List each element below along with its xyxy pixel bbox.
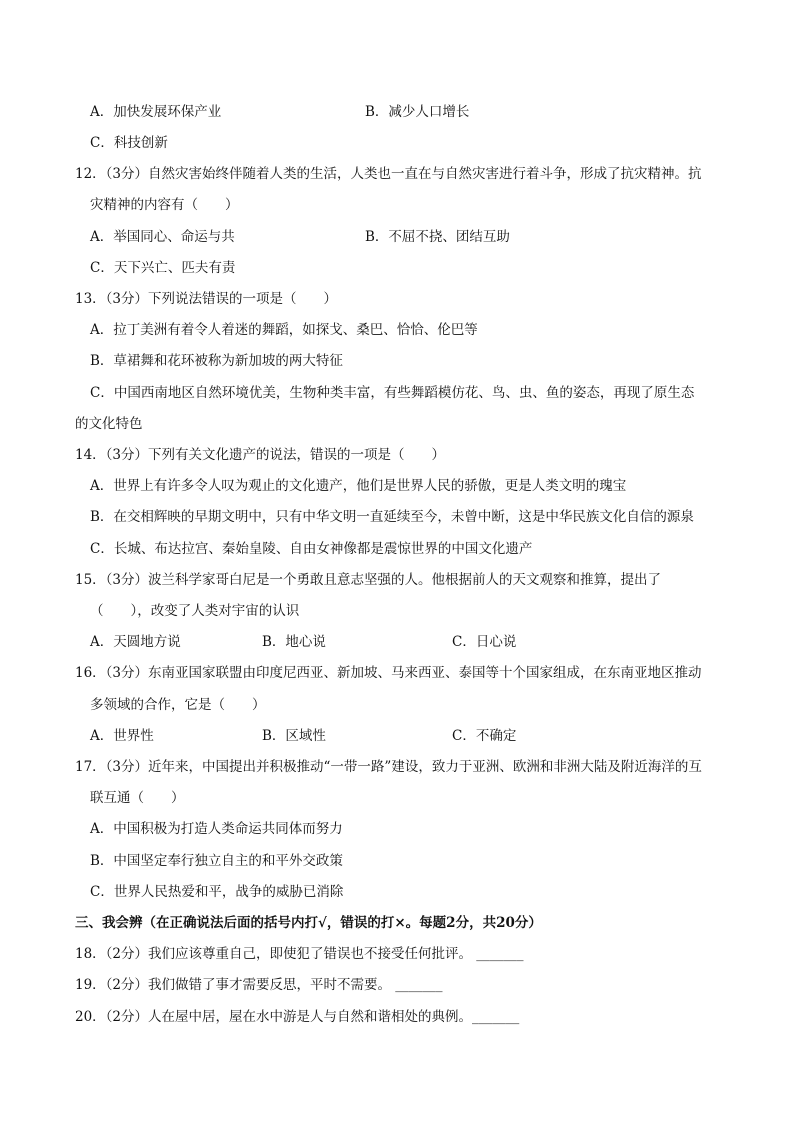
q17-option-b: B．中国坚定奉行独立自主的和平外交政策 (90, 853, 343, 869)
q15-stem-line2: （ ），改变了人类对宇宙的认识 (90, 603, 300, 619)
q16-stem-line2: 多领域的合作，它是（ ） (90, 697, 266, 713)
q12-option-b: B．不屈不挠、团结互助 (365, 229, 510, 245)
q12-stem-line1: 12．（3分）自然灾害始终伴随着人类的生活，人类也一直在与自然灾害进行着斗争，形成了抗灾精神。抗 (75, 166, 702, 182)
q16-option-c: C．不确定 (452, 728, 517, 744)
q11-option-a: A．加快发展环保产业 (90, 104, 222, 120)
q12-stem-line2: 灾精神的内容有（ ） (90, 197, 239, 213)
q15-stem-line1: 15．（3分）波兰科学家哥白尼是一个勇敢且意志坚强的人。他根据前人的天文观察和推算，提出了 (75, 572, 662, 588)
q17-stem-line2: 联互通（ ） (90, 790, 185, 806)
q16-option-b: B．区域性 (262, 728, 326, 744)
q15-option-c: C．日心说 (452, 634, 517, 650)
q13-option-a: A．拉丁美洲有着令人着迷的舞蹈，如探戈、桑巴、恰恰、伦巴等 (90, 322, 478, 338)
q13-option-b: B．草裙舞和花环被称为新加坡的两大特征 (90, 353, 343, 369)
q13-option-c-line2: 的文化特色 (75, 416, 143, 432)
section-3-heading: 三、我会辨（在正确说法后面的括号内打√，错误的打×。每题2分，共20分） (75, 915, 542, 931)
q14-option-a: A．世界上有许多令人叹为观止的文化遗产，他们是世界人民的骄傲，更是人类文明的瑰宝 (90, 478, 627, 494)
q11-option-b: B．减少人口增长 (365, 104, 470, 120)
q16-stem-line1: 16．（3分）东南亚国家联盟由印度尼西亚、新加坡、马来西亚、泰国等十个国家组成，在东南亚地区推动 (75, 665, 702, 681)
q18-statement: 18．（2分）我们应该尊重自己，即使犯了错误也不接受任何批评。 _______ (75, 946, 524, 962)
q15-option-a: A．天圆地方说 (90, 634, 181, 650)
q20-statement: 20．（2分）人在屋中居，屋在水中游是人与自然和谐相处的典例。_______ (75, 1009, 520, 1025)
q13-stem: 13．（3分）下列说法错误的一项是（ ） (75, 291, 338, 307)
q11-option-c: C．科技创新 (90, 135, 168, 151)
q19-statement: 19．（2分）我们做错了事才需要反思，平时不需要。 _______ (75, 977, 443, 993)
q17-stem-line1: 17．（3分）近年来，中国提出并积极推动“一带一路”建设，致力于亚洲、欧洲和非洲大陆及附近海洋的互 (75, 759, 702, 775)
q12-option-a: A．举国同心、命运与共 (90, 229, 235, 245)
q13-option-c-line1: C．中国西南地区自然环境优美，生物种类丰富，有些舞蹈模仿花、鸟、虫、鱼的姿态，再现了原生态 (90, 385, 695, 401)
q14-stem: 14．（3分）下列有关文化遗产的说法，错误的一项是（ ） (75, 447, 446, 463)
q17-option-a: A．中国积极为打造人类命运共同体而努力 (90, 821, 343, 837)
q16-option-a: A．世界性 (90, 728, 154, 744)
q14-option-b: B．在交相辉映的早期文明中，只有中华文明一直延续至今，未曾中断，这是中华民族文化自信的源泉 (90, 509, 694, 525)
q17-option-c: C．世界人民热爱和平，战争的威胁已消除 (90, 884, 344, 900)
q14-option-c: C．长城、布达拉宫、秦始皇陵、自由女神像都是震惊世界的中国文化遗产 (90, 541, 533, 557)
q15-option-b: B．地心说 (262, 634, 326, 650)
q12-option-c: C．天下兴亡、匹夫有责 (90, 260, 236, 276)
